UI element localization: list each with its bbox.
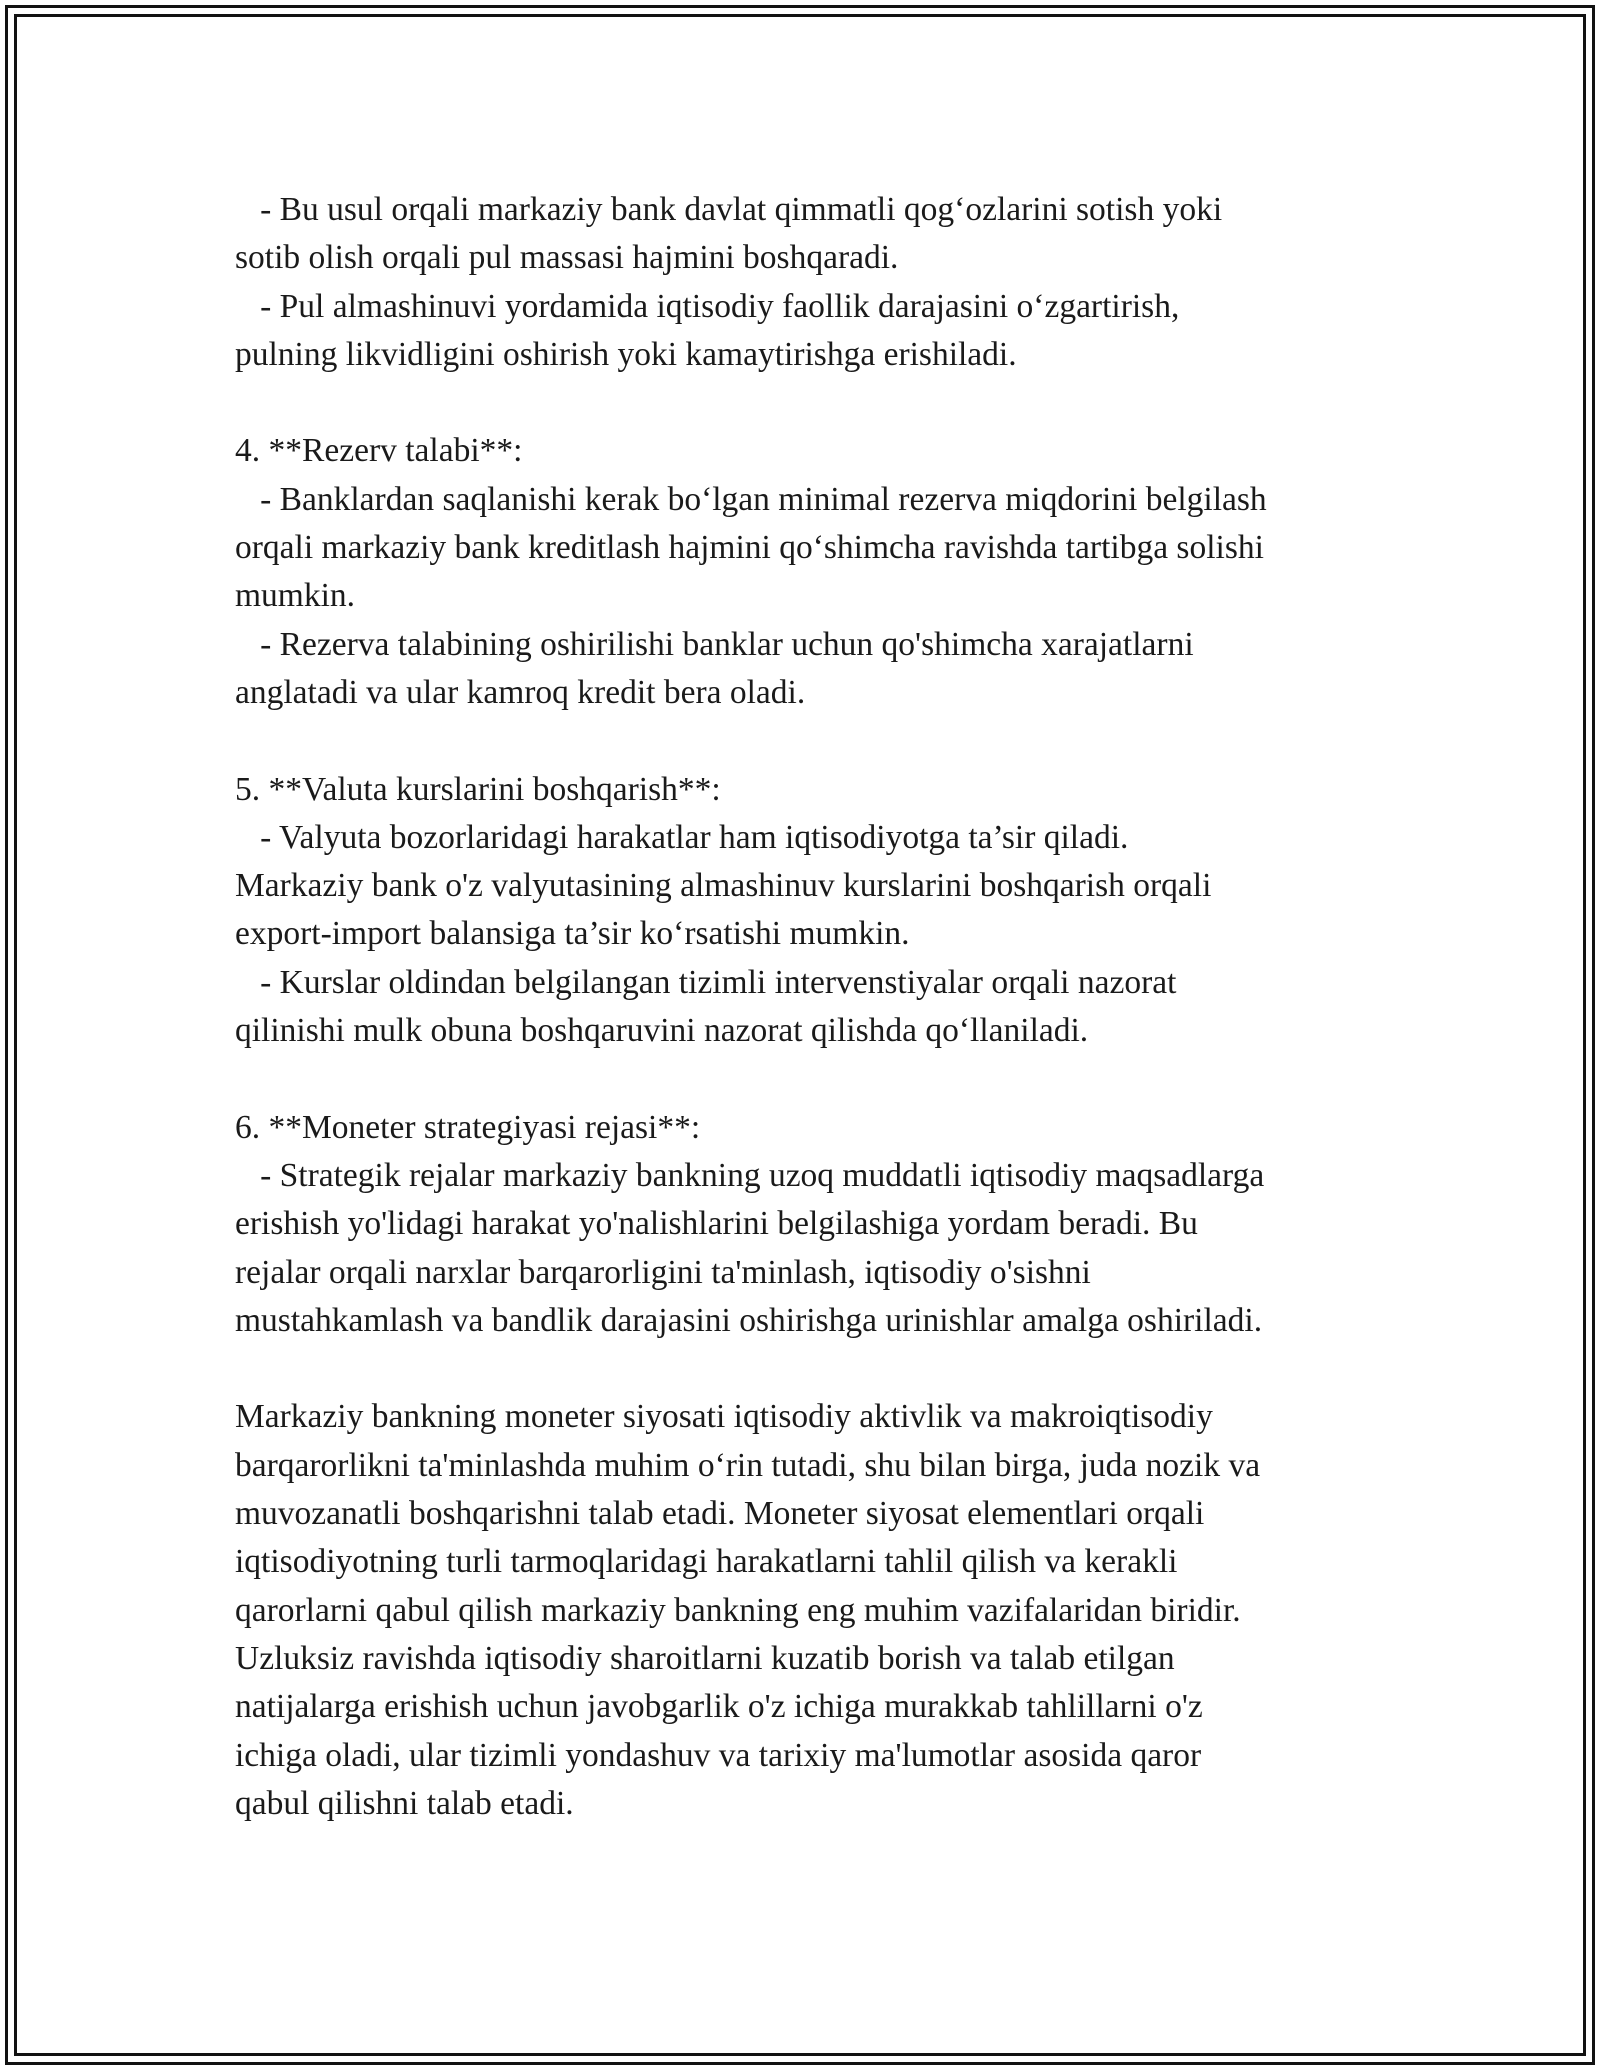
document-body (235, 186, 1385, 1828)
paragraph (235, 427, 1385, 717)
paragraph (235, 1393, 1385, 1828)
text-line: iqtisodiyotning turli tarmoqlaridagi harakatlarni tahlil qilish va kerakli (235, 1543, 1178, 1581)
paragraph (235, 186, 1385, 379)
text-line: natijalarga erishish uchun javobgarlik o'z ichiga murakkab tahlillarni o'z (235, 1688, 1203, 1726)
text-line: orqali markaziy bank kreditlash hajmini qo‘shimcha ravishda tartibga solishi (235, 529, 1264, 567)
text-line: - Kurslar oldindan belgilangan tizimli intervenstiyalar orqali nazorat (235, 963, 1177, 1001)
text-line: qabul qilishni talab etadi. (235, 1784, 574, 1822)
text-line: mumkin. (235, 577, 356, 615)
paragraph (235, 1104, 1385, 1345)
text-line: rejalar orqali narxlar barqarorligini ta'minlash, iqtisodiy o'sishni (235, 1253, 1091, 1291)
paragraph-gap (235, 1055, 1385, 1103)
paragraph-gap (235, 379, 1385, 427)
text-line: - Bu usul orqali markaziy bank davlat qimmatli qog‘ozlarini sotish yoki (235, 191, 1223, 228)
text-line: 6. **Moneter strategiyasi rejasi**: (235, 1108, 701, 1146)
text-line: sotib olish orqali pul massasi hajmini boshqaradi. (235, 239, 899, 277)
text-line: - Valyuta bozorlaridagi harakatlar ham iqtisodiyotga ta’sir qiladi. (235, 818, 1129, 856)
text-line: mustahkamlash va bandlik darajasini oshirishga urinishlar amalga oshiriladi. (235, 1301, 1263, 1339)
paragraph-gap (235, 1345, 1385, 1393)
text-line: qarorlarni qabul qilish markaziy bankning eng muhim vazifalaridan biridir. (235, 1591, 1241, 1629)
text-line: qilinishi mulk obuna boshqaruvini nazorat qilishda qo‘llaniladi. (235, 1012, 1089, 1050)
text-line: - Pul almashinuvi yordamida iqtisodiy faollik darajasini o‘zgartirish, (235, 287, 1180, 325)
text-line: ichiga oladi, ular tizimli yondashuv va tarixiy ma'lumotlar asosida qaror (235, 1736, 1202, 1774)
text-line: anglatadi va ular kamroq kredit bera oladi. (235, 673, 806, 711)
paragraph (235, 766, 1385, 1056)
text-line: erishish yo'lidagi harakat yo'nalishlarini belgilashiga yordam beradi. Bu (235, 1205, 1198, 1243)
text-line: - Banklardan saqlanishi kerak bo‘lgan minimal rezerva miqdorini belgilash (235, 480, 1267, 518)
text-line: 5. **Valuta kurslarini boshqarish**: (235, 770, 721, 808)
text-line: 4. **Rezerv talabi**: (235, 432, 523, 470)
text-line: export-import balansiga ta’sir ko‘rsatishi mumkin. (235, 915, 910, 953)
text-line: - Rezerva talabining oshirilishi banklar uchun qo'shimcha xarajatlarni (235, 625, 1194, 663)
text-line: muvozanatli boshqarishni talab etadi. Moneter siyosat elementlari orqali (235, 1495, 1205, 1533)
text-line: - Strategik rejalar markaziy bankning uzoq muddatli iqtisodiy maqsadlarga (235, 1156, 1265, 1194)
text-line: Markaziy bankning moneter siyosati iqtisodiy aktivlik va makroiqtisodiy (235, 1398, 1213, 1436)
text-line: Uzluksiz ravishda iqtisodiy sharoitlarni kuzatib borish va talab etilgan (235, 1639, 1175, 1677)
text-line: barqarorlikni ta'minlashda muhim o‘rin tutadi, shu bilan birga, juda nozik va (235, 1446, 1261, 1484)
text-line: pulning likvidligini oshirish yoki kamaytirishga erishiladi. (235, 335, 1017, 373)
paragraph-gap (235, 717, 1385, 765)
text-line: Markaziy bank o'z valyutasining almashinuv kurslarini boshqarish orqali (235, 867, 1212, 905)
